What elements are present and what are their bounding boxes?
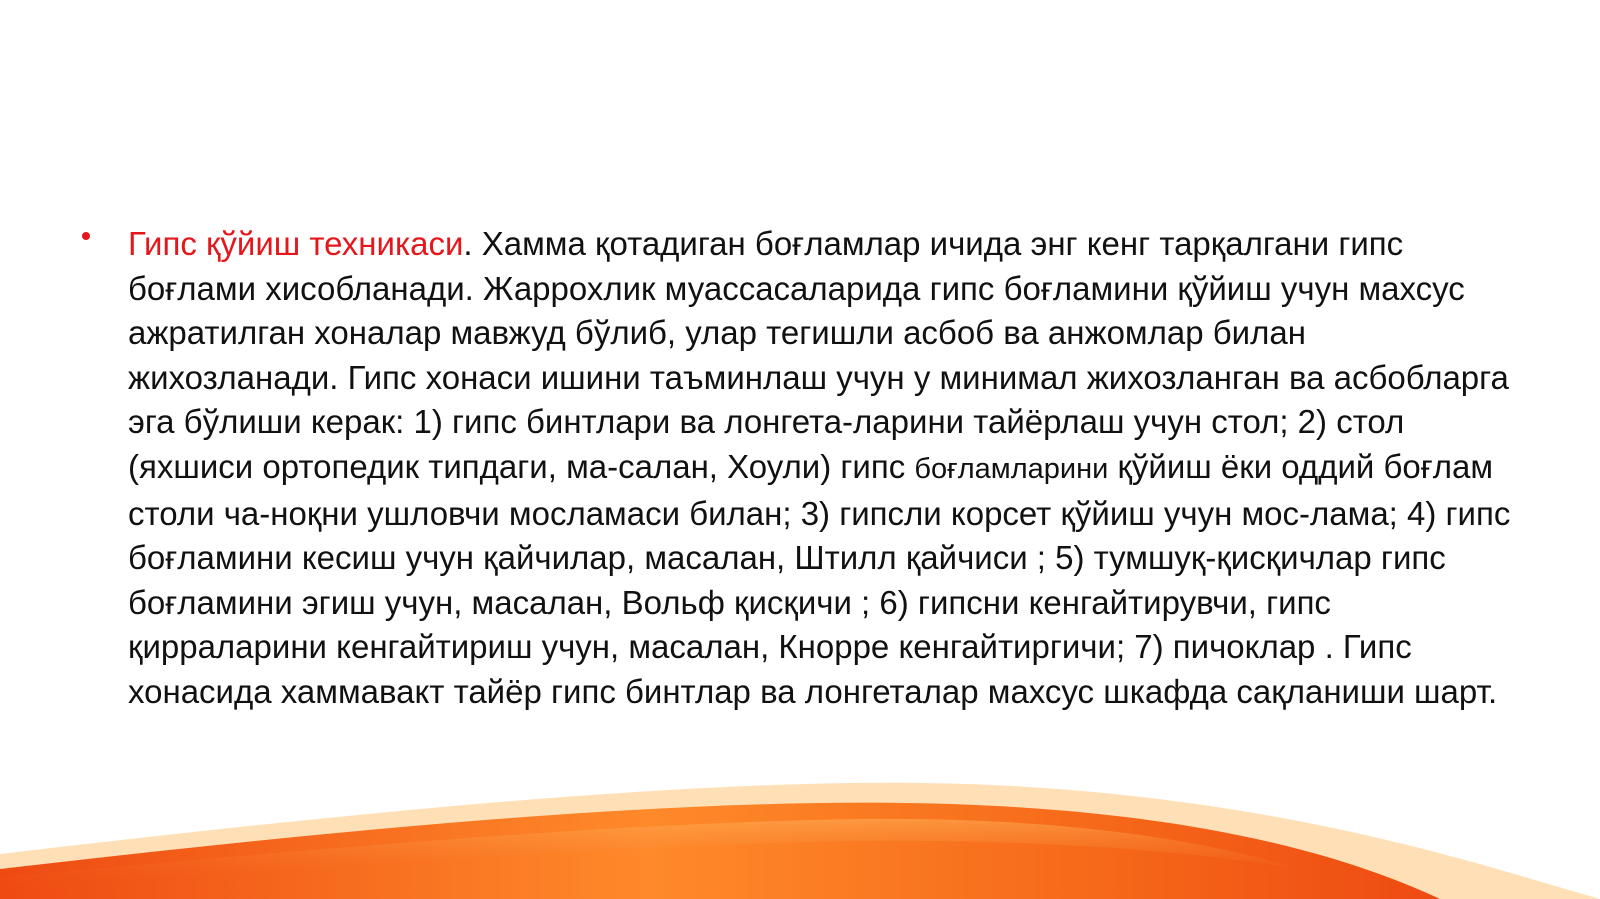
paragraph-text: . Хамма қотадиган боғламлар ичида энг кенг тарқалгани гипс боғлами хисобланади. Жаррохлик муассасаларида гипс боғламини қўйиш учун махсус ажратилган хоналар мавжуд бўлиб, улар тегишли асбоб ва анжомлар билан жихозланади. Гипс хонаси ишини таъминлаш учун у минимал жихозланган ва асбобларга эга бўлиши керак: 1) гипс бинтлари ва лонгета-ларини тайёрлаш учун стол; 2) стол (яхшиси ортопедик типдаги, ма-салан, Хоули) гипс bbox=[128, 225, 1509, 485]
paragraph-text-continued: қўйиш ёки оддий боғлам столи ча-ноқни ушловчи мосламаси билан; 3) гипсли корсет қўйиш учун мос-лама; 4) гипс боғламини кесиш учун қайчилар, масалан, Штилл қайчиси ; 5) тумшуқ-қисқичлар гипс боғламини эгиш учун, масалан, Вольф қисқичи ; 6) гипсни кенгайтирувчи, гипс қирраларини кенгайтириш учун, масалан, Кнорре кенгайтиргичи; 7) пичоклар . Гипс хонасида хаммавакт тайёр гипс бинтлар ва лонгеталар махсус шкафда сақланиши шарт. bbox=[128, 447, 1511, 710]
decorative-wave bbox=[0, 759, 1600, 899]
bullet-item bbox=[82, 222, 1522, 715]
highlighted-term: Гипс қўйиш техникаси bbox=[128, 225, 464, 262]
paragraph-text-small: боғламларини bbox=[914, 452, 1109, 485]
bullet-dot-icon bbox=[82, 232, 90, 240]
bullet-paragraph bbox=[128, 222, 1522, 715]
